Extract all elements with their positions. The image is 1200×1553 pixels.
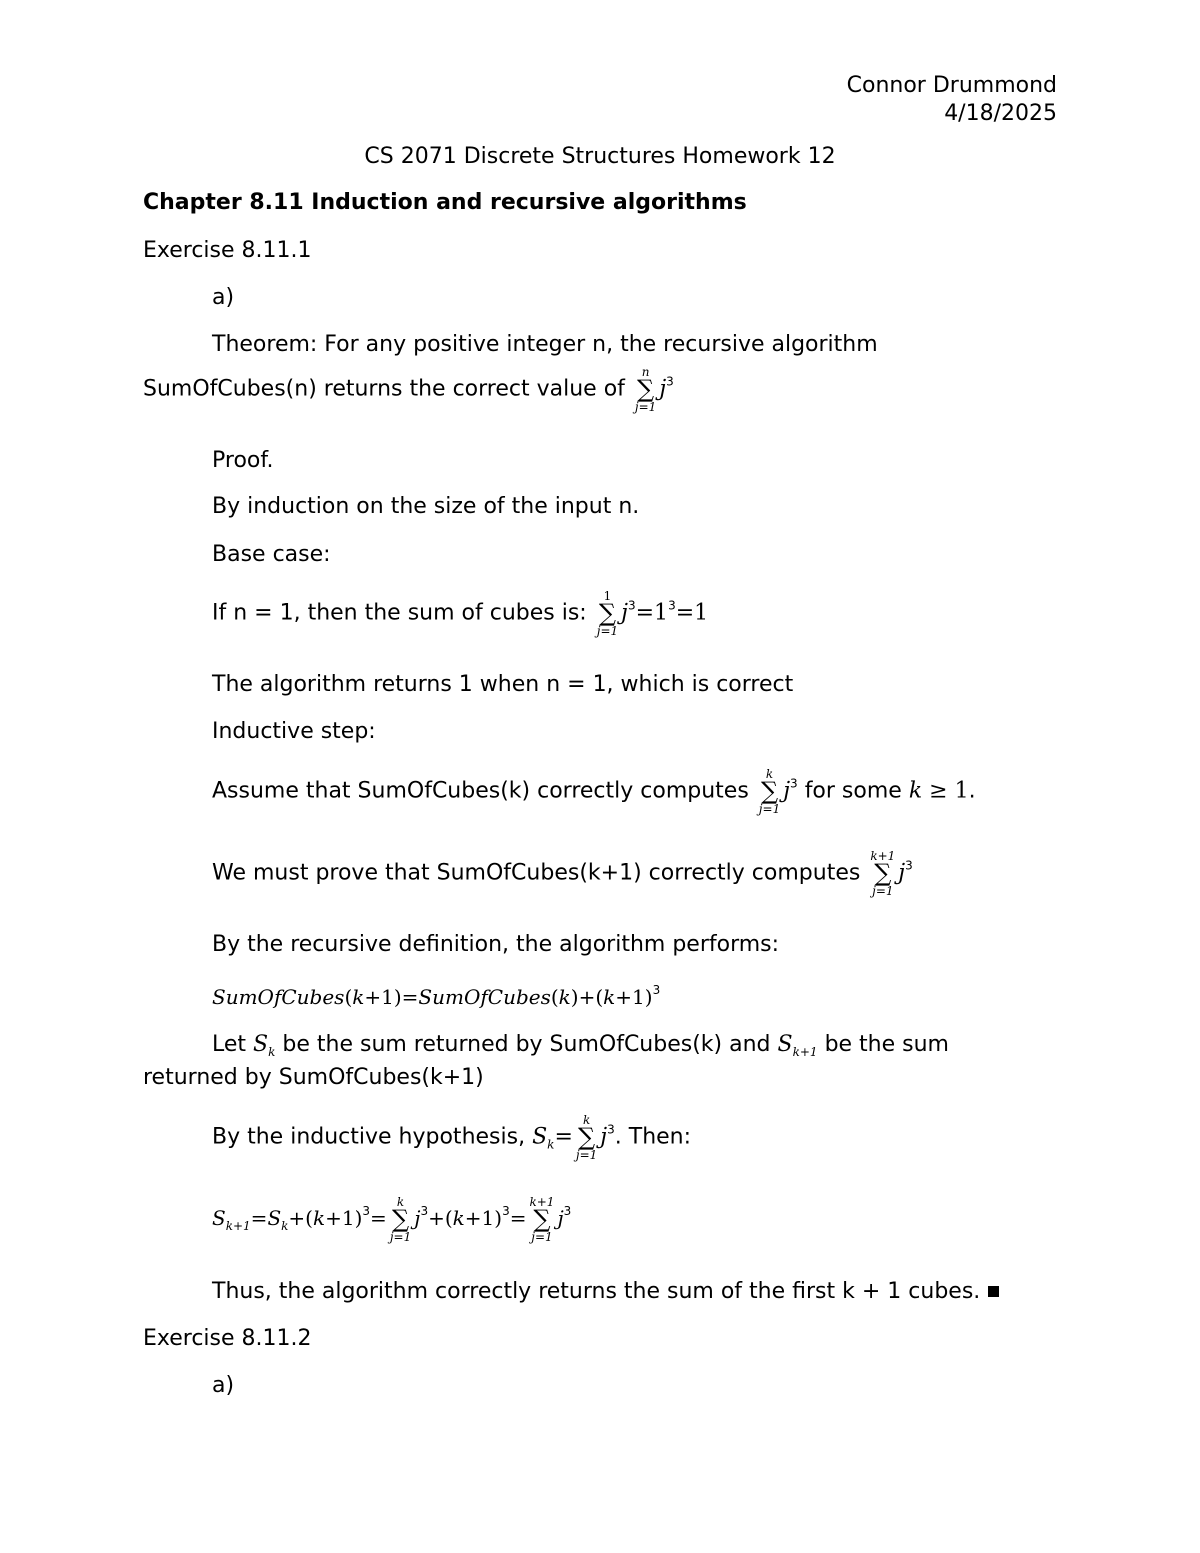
sum-1-formula: 1 ∑ j=1 bbox=[596, 589, 619, 638]
chapter-heading: Chapter 8.11 Induction and recursive algorithms bbox=[143, 190, 747, 215]
document-date: 4/18/2025 bbox=[944, 101, 1057, 126]
base-case-label: Base case: bbox=[212, 542, 331, 567]
must-prove-text: We must prove that SumOfCubes(k+1) correctly computes bbox=[212, 860, 861, 886]
theorem-line-2: SumOfCubes(n) returns the correct value of n ∑ j=1 $j^3$ bbox=[143, 365, 674, 414]
theorem-line-1: Theorem: For any positive integer n, the recursive algorithm bbox=[212, 332, 878, 357]
base-case-statement: If n = 1, then the sum of cubes is: 1 ∑ j=1 $j^3=1^3=1$ bbox=[212, 589, 709, 638]
conclusion-text: Thus, the algorithm correctly returns the sum of the first k + 1 cubes. bbox=[212, 1279, 981, 1304]
exercise-1-label: Exercise 8.11.1 bbox=[143, 238, 312, 263]
qed-square-icon bbox=[988, 1286, 999, 1297]
assumption-suffix: for some bbox=[804, 778, 902, 804]
assumption-text: Assume that SumOfCubes(k) correctly computes bbox=[212, 778, 749, 804]
hypothesis-text: By the inductive hypothesis, bbox=[212, 1124, 526, 1150]
base-case-result: The algorithm returns 1 when n = 1, which is correct bbox=[212, 672, 794, 697]
recurrence-lhs-name: SumOfCubes bbox=[212, 985, 345, 1009]
recursive-definition: By the recursive definition, the algorithm performs: bbox=[212, 932, 780, 957]
proof-label: Proof. bbox=[212, 448, 274, 473]
theorem-line-2-text: SumOfCubes(n) returns the correct value of bbox=[143, 376, 625, 402]
let-word: Let bbox=[212, 1032, 247, 1057]
sum-k-formula: k ∑ j=1 bbox=[758, 767, 781, 816]
base-case-text: If n = 1, then the sum of cubes is: bbox=[212, 600, 587, 626]
hypothesis-sum: k ∑ j=1 bbox=[575, 1113, 598, 1162]
exercise-1-part-a: a) bbox=[212, 285, 235, 310]
must-prove-statement: We must prove that SumOfCubes(k+1) correctly computes k+1 ∑ j=1 $j^3$ bbox=[212, 849, 913, 898]
recurrence-formula: $SumOfCubes(k+1)=SumOfCubes(k)+(k+1)^3$ bbox=[212, 983, 661, 1009]
inductive-hypothesis: By the inductive hypothesis, $S_k=$ k ∑ j=1 $j^3$. Then: bbox=[212, 1113, 692, 1162]
let-end: be the sum bbox=[824, 1032, 949, 1057]
let-middle: be the sum returned by SumOfCubes(k) and bbox=[282, 1032, 771, 1057]
author-name: Connor Drummond bbox=[846, 73, 1057, 98]
derivation-sum-k-plus-1: k+1 ∑ j=1 bbox=[529, 1195, 555, 1244]
document-title: CS 2071 Discrete Structures Homework 12 bbox=[364, 144, 836, 169]
assumption-statement: Assume that SumOfCubes(k) correctly computes k ∑ j=1 $j^3$ for some k ≥ 1. bbox=[212, 767, 976, 816]
let-statement: Let $S_k$ be the sum returned by SumOfCubes(k) and $S_{k+1}$ be the sum bbox=[212, 1032, 949, 1059]
let-statement-line-2: returned by SumOfCubes(k+1) bbox=[143, 1065, 484, 1090]
exercise-2-part-a: a) bbox=[212, 1373, 235, 1398]
derivation-sum-k: k ∑ j=1 bbox=[389, 1195, 412, 1244]
sum-k-plus-1-formula: k+1 ∑ j=1 bbox=[870, 849, 896, 898]
conclusion-statement bbox=[212, 1281, 999, 1303]
inductive-step-label: Inductive step: bbox=[212, 719, 376, 744]
derivation-formula: $S_{k+1}=S_k+(k+1)^3=$ k ∑ j=1 $j^3+(k+1)^3=$ k+1 ∑ j=1 $j^3$ bbox=[212, 1195, 572, 1244]
hypothesis-then: . Then: bbox=[614, 1124, 692, 1150]
recurrence-rhs-name: SumOfCubes bbox=[418, 985, 551, 1009]
exercise-2-label: Exercise 8.11.2 bbox=[143, 1326, 312, 1351]
induction-intro: By induction on the size of the input n. bbox=[212, 494, 640, 519]
sum-n-formula: n ∑ j=1 bbox=[634, 365, 657, 414]
